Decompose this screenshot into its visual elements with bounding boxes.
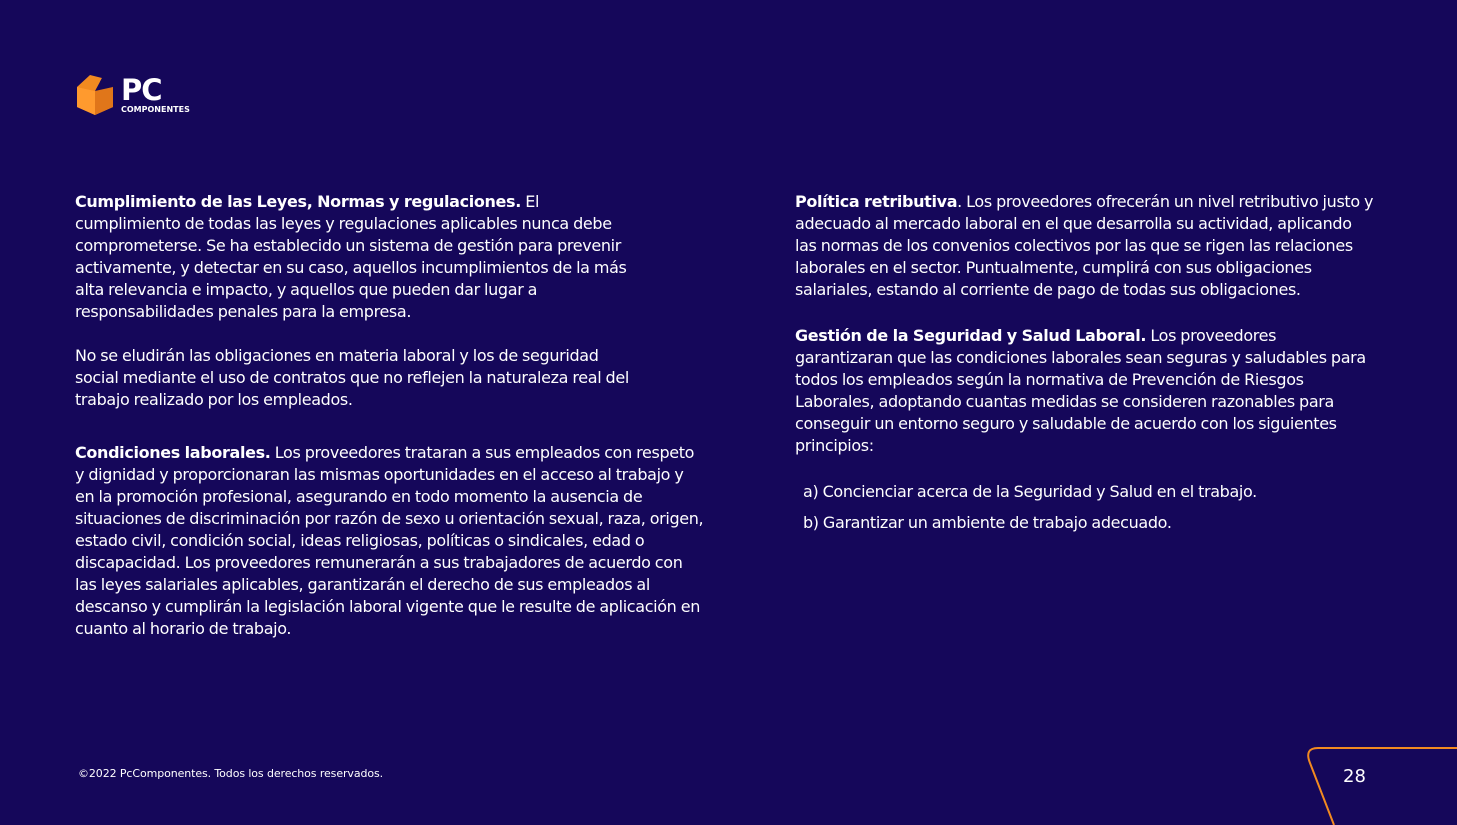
paragraph-text: Los proveedores trataran a sus empleados con respeto y dignidad y proporcionaran las mismas oportunidades en el acceso al trabajo y en la promoción profesional, asegurando en todo momento la ausencia de situaciones de discriminación por razón de sexo u orientación sexual, raza, origen, estado civil, condición social, ideas religiosas, políticas o sindicales, edad o discapacidad. Los proveedores remunerarán a sus trabajadores de acuerdo con las leyes salariales aplicables, garantizarán el derecho de sus empleados al descanso y cumplirán la legislación laboral vigente que le resulte de aplicación en cuanto al horario de trabajo. (75, 443, 704, 638)
left-column (75, 191, 715, 640)
corner-decoration (1290, 735, 1457, 825)
principle-item: a) Concienciar acerca de la Seguridad y Salud en el trabajo. (803, 482, 1257, 501)
paragraph-title: Cumplimiento de las Leyes, Normas y regulaciones. (75, 192, 521, 211)
paragraph-title: Política retributiva (795, 192, 958, 211)
paragraph-title: Condiciones laborales. (75, 443, 271, 462)
principles-list (795, 481, 1375, 534)
paragraph-social-security: No se eludirán las obligaciones en materia laboral y los de seguridad social mediante el uso de contratos que no reflejen la naturaleza real del trabajo realizado por los empleados. (75, 346, 629, 409)
paragraph-title: Gestión de la Seguridad y Salud Laboral. (795, 326, 1147, 345)
paragraph-text: Los proveedores garantizaran que las condiciones laborales sean seguras y saludables para todos los empleados según la normativa de Prevención de Riesgos Laborales, adoptando cuantas medidas se consideren razonables para conseguir un entorno seguro y saludable de acuerdo con los siguientes principios: (795, 326, 1366, 455)
paragraph-remuneration-policy (795, 191, 1375, 301)
logo-wordmark: PC (121, 73, 162, 107)
principle-item: b) Garantizar un ambiente de trabajo adecuado. (803, 513, 1172, 532)
paragraph-compliance (75, 191, 635, 323)
paragraph-labor-conditions (75, 442, 705, 640)
paragraph-health-safety (795, 325, 1375, 457)
pccomponentes-logo (76, 74, 206, 118)
paragraph-text: . Los proveedores ofrecerán un nivel retributivo justo y adecuado al mercado laboral en el que desarrolla su actividad, aplicando las normas de los convenios colectivos por las que se rigen las relaciones laborales en el sector. Puntualmente, cumplirá con sus obligaciones salariales, estando al corriente de pago de todas sus obligaciones. (795, 192, 1374, 299)
pc-cube-icon (76, 74, 114, 116)
right-column (795, 191, 1375, 543)
logo-subtitle: COMPONENTES (121, 105, 190, 114)
paragraph-text: El cumplimiento de todas las leyes y regulaciones aplicables nunca debe comprometerse. Se ha establecido un sistema de gestión para prevenir activamente, y detectar en su caso, aquellos incumplimientos de la más alta relevancia e impacto, y aquellos que pueden dar lugar a responsabilidades penales para la empresa. (75, 192, 627, 321)
page-number: 28 (1343, 766, 1366, 787)
footer-copyright: ©2022 PcComponentes. Todos los derechos reservados. (78, 767, 383, 780)
